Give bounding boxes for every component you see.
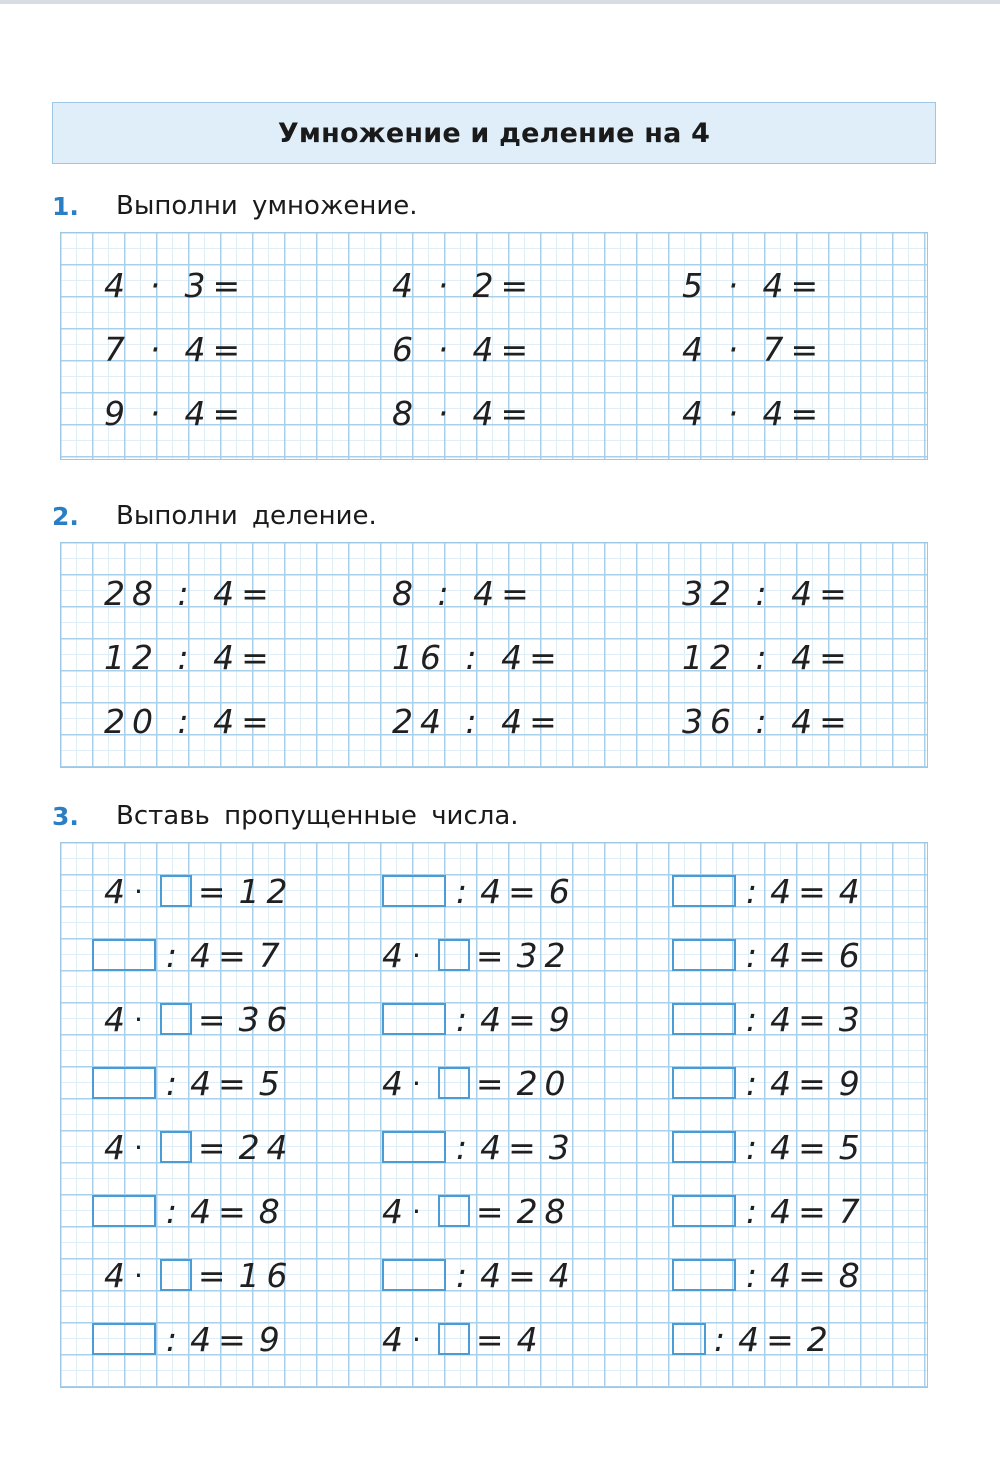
equals-sign: =: [475, 1319, 511, 1359]
ex3-problem: [92, 1058, 287, 1108]
ex3-problem: [672, 930, 867, 980]
answer-box[interactable]: [672, 1131, 736, 1163]
equals-sign: =: [475, 1063, 511, 1103]
ex3-problem: [92, 930, 287, 980]
answer-box[interactable]: [92, 939, 156, 971]
ex3-problem: [104, 994, 295, 1044]
ex3-problem: [104, 1122, 295, 1172]
equals-sign: =: [766, 1319, 801, 1359]
result: 3: [838, 999, 867, 1039]
answer-box[interactable]: [382, 875, 446, 907]
equals-sign: =: [218, 1319, 253, 1359]
answer-box[interactable]: [672, 1195, 736, 1227]
answer-box[interactable]: [92, 1195, 156, 1227]
top-rule: [0, 0, 1000, 4]
answer-box[interactable]: [672, 1003, 736, 1035]
factor: 4: [104, 1127, 132, 1167]
multiply-sign: ·: [412, 1322, 428, 1356]
result: 6: [838, 935, 867, 975]
answer-box[interactable]: [672, 875, 736, 907]
divide-sign: :: [166, 935, 185, 975]
answer-box[interactable]: [438, 1195, 470, 1227]
answer-box[interactable]: [672, 1259, 736, 1291]
result: 4: [548, 1255, 577, 1295]
result: 24: [238, 1127, 295, 1167]
result: 8: [258, 1191, 287, 1231]
ex2-problem: 16 : 4=: [392, 637, 564, 677]
ex1-problem: 4 · 3=: [104, 265, 248, 305]
factor: 4: [382, 1063, 410, 1103]
equals-sign: =: [798, 935, 833, 975]
multiply-sign: ·: [134, 1002, 150, 1036]
ex1-problem: 7 · 4=: [104, 329, 248, 369]
result: 12: [238, 871, 295, 911]
answer-box[interactable]: [92, 1323, 156, 1355]
answer-box[interactable]: [672, 1067, 736, 1099]
exercise-2-number: 2.: [52, 501, 79, 531]
ex2-problem: 8 : 4=: [392, 573, 536, 613]
ex3-problem: [382, 1122, 577, 1172]
divide-sign: :: [166, 1191, 185, 1231]
ex1-problem: 6 · 4=: [392, 329, 536, 369]
divisor: 4: [190, 935, 219, 975]
answer-box[interactable]: [672, 1323, 706, 1355]
ex2-problem: 32 : 4=: [682, 573, 854, 613]
ex3-problem: [382, 1186, 573, 1236]
exercise-1-heading: [52, 186, 418, 226]
equals-sign: =: [475, 935, 511, 975]
ex3-problem: [672, 1058, 867, 1108]
answer-box[interactable]: [438, 1067, 470, 1099]
result: 2: [806, 1319, 835, 1359]
answer-box[interactable]: [160, 1003, 192, 1035]
divide-sign: :: [746, 1255, 765, 1295]
ex3-problem: [672, 1314, 835, 1364]
result: 3: [548, 1127, 577, 1167]
multiply-sign: ·: [412, 1066, 428, 1100]
answer-box[interactable]: [160, 1131, 192, 1163]
ex2-problem: 20 : 4=: [104, 701, 276, 741]
page-title: Умножение и деление на 4: [277, 117, 711, 149]
equals-sign: =: [218, 1063, 253, 1103]
ex3-problem: [672, 1250, 867, 1300]
answer-box[interactable]: [160, 1259, 192, 1291]
equals-sign: =: [197, 1255, 233, 1295]
divide-sign: :: [714, 1319, 733, 1359]
result: 5: [838, 1127, 867, 1167]
exercise-2-heading: [52, 496, 377, 536]
result: 4: [838, 871, 867, 911]
result: 7: [838, 1191, 867, 1231]
result: 36: [238, 999, 295, 1039]
answer-box[interactable]: [438, 939, 470, 971]
ex3-problem: [382, 1058, 573, 1108]
factor: 4: [382, 1319, 410, 1359]
exercise-3-grid: [60, 842, 928, 1388]
divisor: 4: [770, 871, 799, 911]
divide-sign: :: [456, 1127, 475, 1167]
ex3-problem: [92, 1314, 287, 1364]
divisor: 4: [770, 1191, 799, 1231]
factor: 4: [382, 1191, 410, 1231]
ex3-problem: [672, 1186, 867, 1236]
equals-sign: =: [475, 1191, 511, 1231]
ex3-problem: [104, 866, 295, 916]
result: 6: [548, 871, 577, 911]
divide-sign: :: [746, 1127, 765, 1167]
ex3-problem: [382, 866, 577, 916]
result: 9: [258, 1319, 287, 1359]
equals-sign: =: [798, 999, 833, 1039]
ex1-problem: 4 · 2=: [392, 265, 536, 305]
answer-box[interactable]: [160, 875, 192, 907]
divisor: 4: [480, 1127, 509, 1167]
equals-sign: =: [798, 1255, 833, 1295]
divide-sign: :: [166, 1319, 185, 1359]
equals-sign: =: [798, 1063, 833, 1103]
multiply-sign: ·: [412, 1194, 428, 1228]
ex1-problem: 9 · 4=: [104, 393, 248, 433]
equals-sign: =: [508, 871, 543, 911]
exercise-3-number: 3.: [52, 801, 79, 831]
answer-box[interactable]: [382, 1003, 446, 1035]
answer-box[interactable]: [92, 1067, 156, 1099]
ex3-problem: [382, 1250, 577, 1300]
ex3-problem: [672, 994, 867, 1044]
ex2-problem: 12 : 4=: [104, 637, 276, 677]
equals-sign: =: [218, 935, 253, 975]
divide-sign: :: [746, 1191, 765, 1231]
multiply-sign: ·: [134, 1130, 150, 1164]
exercise-2-instruction: Выполни деление.: [116, 501, 377, 531]
ex2-problem: 24 : 4=: [392, 701, 564, 741]
ex3-problem: [382, 1314, 545, 1364]
divisor: 4: [770, 999, 799, 1039]
equals-sign: =: [798, 1127, 833, 1167]
equals-sign: =: [197, 1127, 233, 1167]
equals-sign: =: [798, 1191, 833, 1231]
result: 9: [838, 1063, 867, 1103]
answer-box[interactable]: [672, 939, 736, 971]
divisor: 4: [480, 1255, 509, 1295]
ex1-problem: 4 · 7=: [682, 329, 826, 369]
factor: 4: [104, 1255, 132, 1295]
divisor: 4: [770, 1255, 799, 1295]
answer-box[interactable]: [382, 1259, 446, 1291]
ex2-problem: 28 : 4=: [104, 573, 276, 613]
multiply-sign: ·: [134, 874, 150, 908]
answer-box[interactable]: [382, 1131, 446, 1163]
divisor: 4: [480, 871, 509, 911]
result: 8: [838, 1255, 867, 1295]
answer-box[interactable]: [438, 1323, 470, 1355]
result: 9: [548, 999, 577, 1039]
exercise-3-instruction: Вставь пропущенные числа.: [116, 801, 519, 831]
result: 4: [516, 1319, 545, 1359]
divide-sign: :: [456, 871, 475, 911]
divide-sign: :: [746, 935, 765, 975]
factor: 4: [382, 935, 410, 975]
equals-sign: =: [197, 999, 233, 1039]
divide-sign: :: [456, 999, 475, 1039]
ex2-problem: 12 : 4=: [682, 637, 854, 677]
ex1-problem: 5 · 4=: [682, 265, 826, 305]
equals-sign: =: [197, 871, 233, 911]
factor: 4: [104, 999, 132, 1039]
title-banner: [52, 102, 936, 164]
exercise-1-instruction: Выполни умножение.: [116, 191, 418, 221]
divisor: 4: [738, 1319, 767, 1359]
divide-sign: :: [746, 871, 765, 911]
ex3-problem: [382, 994, 577, 1044]
divisor: 4: [770, 1063, 799, 1103]
divisor: 4: [190, 1319, 219, 1359]
result: 32: [516, 935, 573, 975]
ex3-problem: [382, 930, 573, 980]
multiply-sign: ·: [134, 1258, 150, 1292]
divide-sign: :: [456, 1255, 475, 1295]
ex3-problem: [104, 1250, 295, 1300]
divisor: 4: [770, 1127, 799, 1167]
equals-sign: =: [218, 1191, 253, 1231]
ex3-problem: [92, 1186, 287, 1236]
result: 20: [516, 1063, 573, 1103]
divide-sign: :: [746, 999, 765, 1039]
result: 16: [238, 1255, 295, 1295]
multiply-sign: ·: [412, 938, 428, 972]
result: 5: [258, 1063, 287, 1103]
equals-sign: =: [508, 1255, 543, 1295]
ex1-problem: 4 · 4=: [682, 393, 826, 433]
divisor: 4: [190, 1063, 219, 1103]
result: 28: [516, 1191, 573, 1231]
divide-sign: :: [166, 1063, 185, 1103]
ex1-problem: 8 · 4=: [392, 393, 536, 433]
equals-sign: =: [508, 999, 543, 1039]
ex3-problem: [672, 866, 867, 916]
divide-sign: :: [746, 1063, 765, 1103]
equals-sign: =: [798, 871, 833, 911]
equals-sign: =: [508, 1127, 543, 1167]
ex3-problem: [672, 1122, 867, 1172]
divisor: 4: [770, 935, 799, 975]
ex2-problem: 36 : 4=: [682, 701, 854, 741]
exercise-1-number: 1.: [52, 191, 79, 221]
divisor: 4: [480, 999, 509, 1039]
factor: 4: [104, 871, 132, 911]
exercise-3-heading: [52, 796, 519, 836]
divisor: 4: [190, 1191, 219, 1231]
result: 7: [258, 935, 287, 975]
